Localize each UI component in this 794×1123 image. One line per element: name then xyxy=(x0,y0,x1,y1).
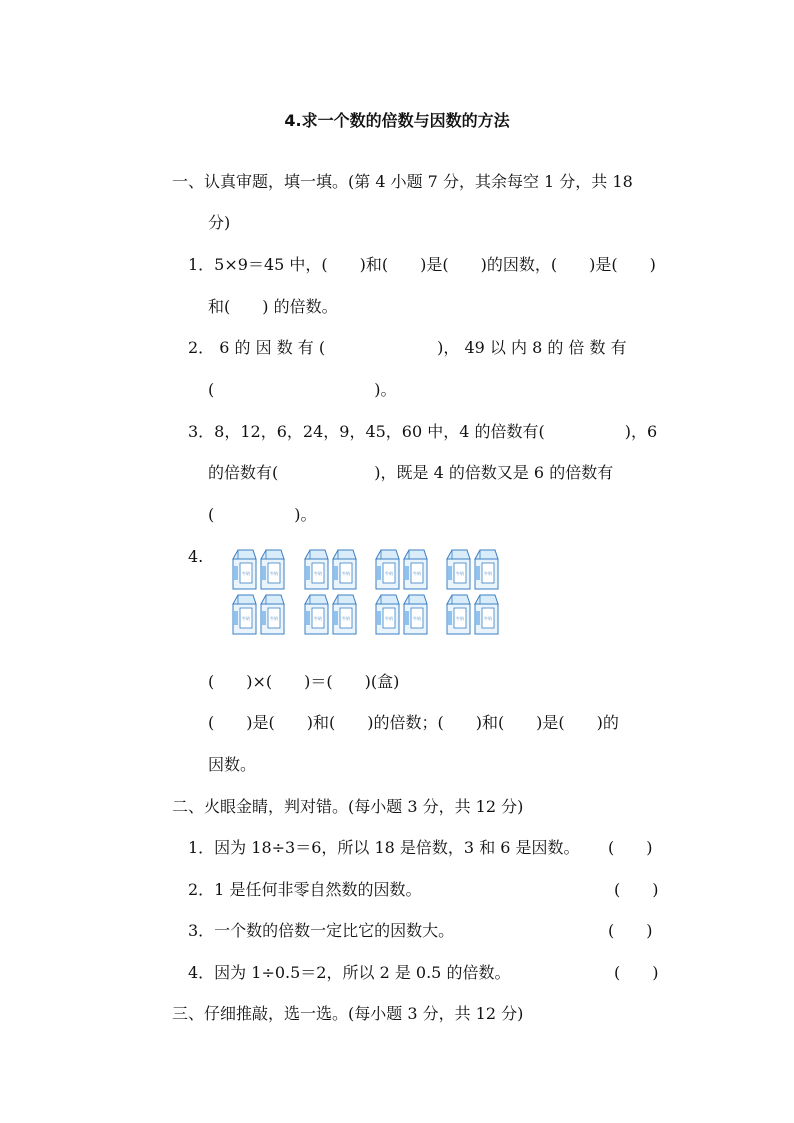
milk-carton xyxy=(404,550,427,589)
q2-line1: 2． 6 的 因 数 有 ( )， 49 以 内 8 的 倍 数 有 xyxy=(188,338,627,357)
section3-heading: 三、仔细推敲，选一选。(每小题 3 分，共 12 分) xyxy=(172,1004,524,1023)
milk-carton xyxy=(305,550,328,589)
milk-carton-label: 牛奶 xyxy=(270,616,278,621)
milk-carton xyxy=(261,550,284,589)
milk-carton-label: 牛奶 xyxy=(385,571,393,576)
milk-carton-label: 牛奶 xyxy=(242,571,250,576)
judge-item-3-paren: ( ) xyxy=(608,921,653,940)
milk-carton-label: 牛奶 xyxy=(270,571,278,576)
q4-line2: ( )是( )和( )的倍数；( )和( )是( )的 xyxy=(208,713,619,732)
milk-carton-label: 牛奶 xyxy=(385,616,393,621)
milk-carton xyxy=(233,550,256,589)
milk-carton xyxy=(233,595,256,634)
milk-carton-label: 牛奶 xyxy=(456,616,464,621)
page-title: 4.求一个数的倍数与因数的方法 xyxy=(284,111,510,130)
milk-carton-label: 牛奶 xyxy=(484,571,492,576)
q3-line1: 3．8，12，6，24，9，45，60 中，4 的倍数有( )，6 xyxy=(188,422,658,441)
section1-heading: 一、认真审题，填一填。(第 4 小题 7 分，其余每空 1 分，共 18 xyxy=(172,172,633,191)
milk-cartons-illustration xyxy=(230,546,520,638)
milk-carton-label: 牛奶 xyxy=(413,616,421,621)
milk-carton-label: 牛奶 xyxy=(242,616,250,621)
milk-carton xyxy=(404,595,427,634)
milk-carton xyxy=(447,595,470,634)
judge-item-4: 4．因为 1÷0.5＝2，所以 2 是 0.5 的倍数。 xyxy=(188,963,511,982)
q3-line2: 的倍数有( )，既是 4 的倍数又是 6 的倍数有 xyxy=(208,463,614,482)
milk-carton-label: 牛奶 xyxy=(342,571,350,576)
q2-line2: ( )。 xyxy=(208,380,397,399)
q3-line3: ( )。 xyxy=(208,505,317,524)
milk-carton xyxy=(447,550,470,589)
milk-carton xyxy=(305,595,328,634)
milk-carton-label: 牛奶 xyxy=(314,616,322,621)
milk-carton xyxy=(261,595,284,634)
section1-heading-cont: 分) xyxy=(208,213,231,232)
milk-carton xyxy=(333,595,356,634)
judge-item-1: 1．因为 18÷3＝6，所以 18 是倍数，3 和 6 是因数。 xyxy=(188,838,580,857)
q1-line1: 1．5×9＝45 中，( )和( )是( )的因数，( )是( ) xyxy=(188,255,656,274)
milk-carton xyxy=(376,550,399,589)
milk-carton xyxy=(475,595,498,634)
milk-carton xyxy=(376,595,399,634)
milk-carton xyxy=(475,550,498,589)
milk-carton-label: 牛奶 xyxy=(456,571,464,576)
judge-item-3: 3．一个数的倍数一定比它的因数大。 xyxy=(188,921,455,940)
judge-item-2: 2．1 是任何非零自然数的因数。 xyxy=(188,880,422,899)
milk-carton-label: 牛奶 xyxy=(413,571,421,576)
milk-carton-label: 牛奶 xyxy=(314,571,322,576)
milk-carton xyxy=(333,550,356,589)
section2-heading: 二、火眼金睛，判对错。(每小题 3 分，共 12 分) xyxy=(172,797,524,816)
q4-line1: ( )×( )＝( )(盒) xyxy=(208,672,400,691)
judge-item-4-paren: ( ) xyxy=(614,963,659,982)
q1-line2: 和( ) 的倍数。 xyxy=(208,297,338,316)
milk-carton-label: 牛奶 xyxy=(342,616,350,621)
judge-item-2-paren: ( ) xyxy=(614,880,659,899)
milk-carton-label: 牛奶 xyxy=(484,616,492,621)
q4-line3: 因数。 xyxy=(208,755,257,774)
judge-item-1-paren: ( ) xyxy=(608,838,653,857)
q4-number: 4. xyxy=(188,547,204,566)
milk-cartons-svg xyxy=(230,546,520,638)
